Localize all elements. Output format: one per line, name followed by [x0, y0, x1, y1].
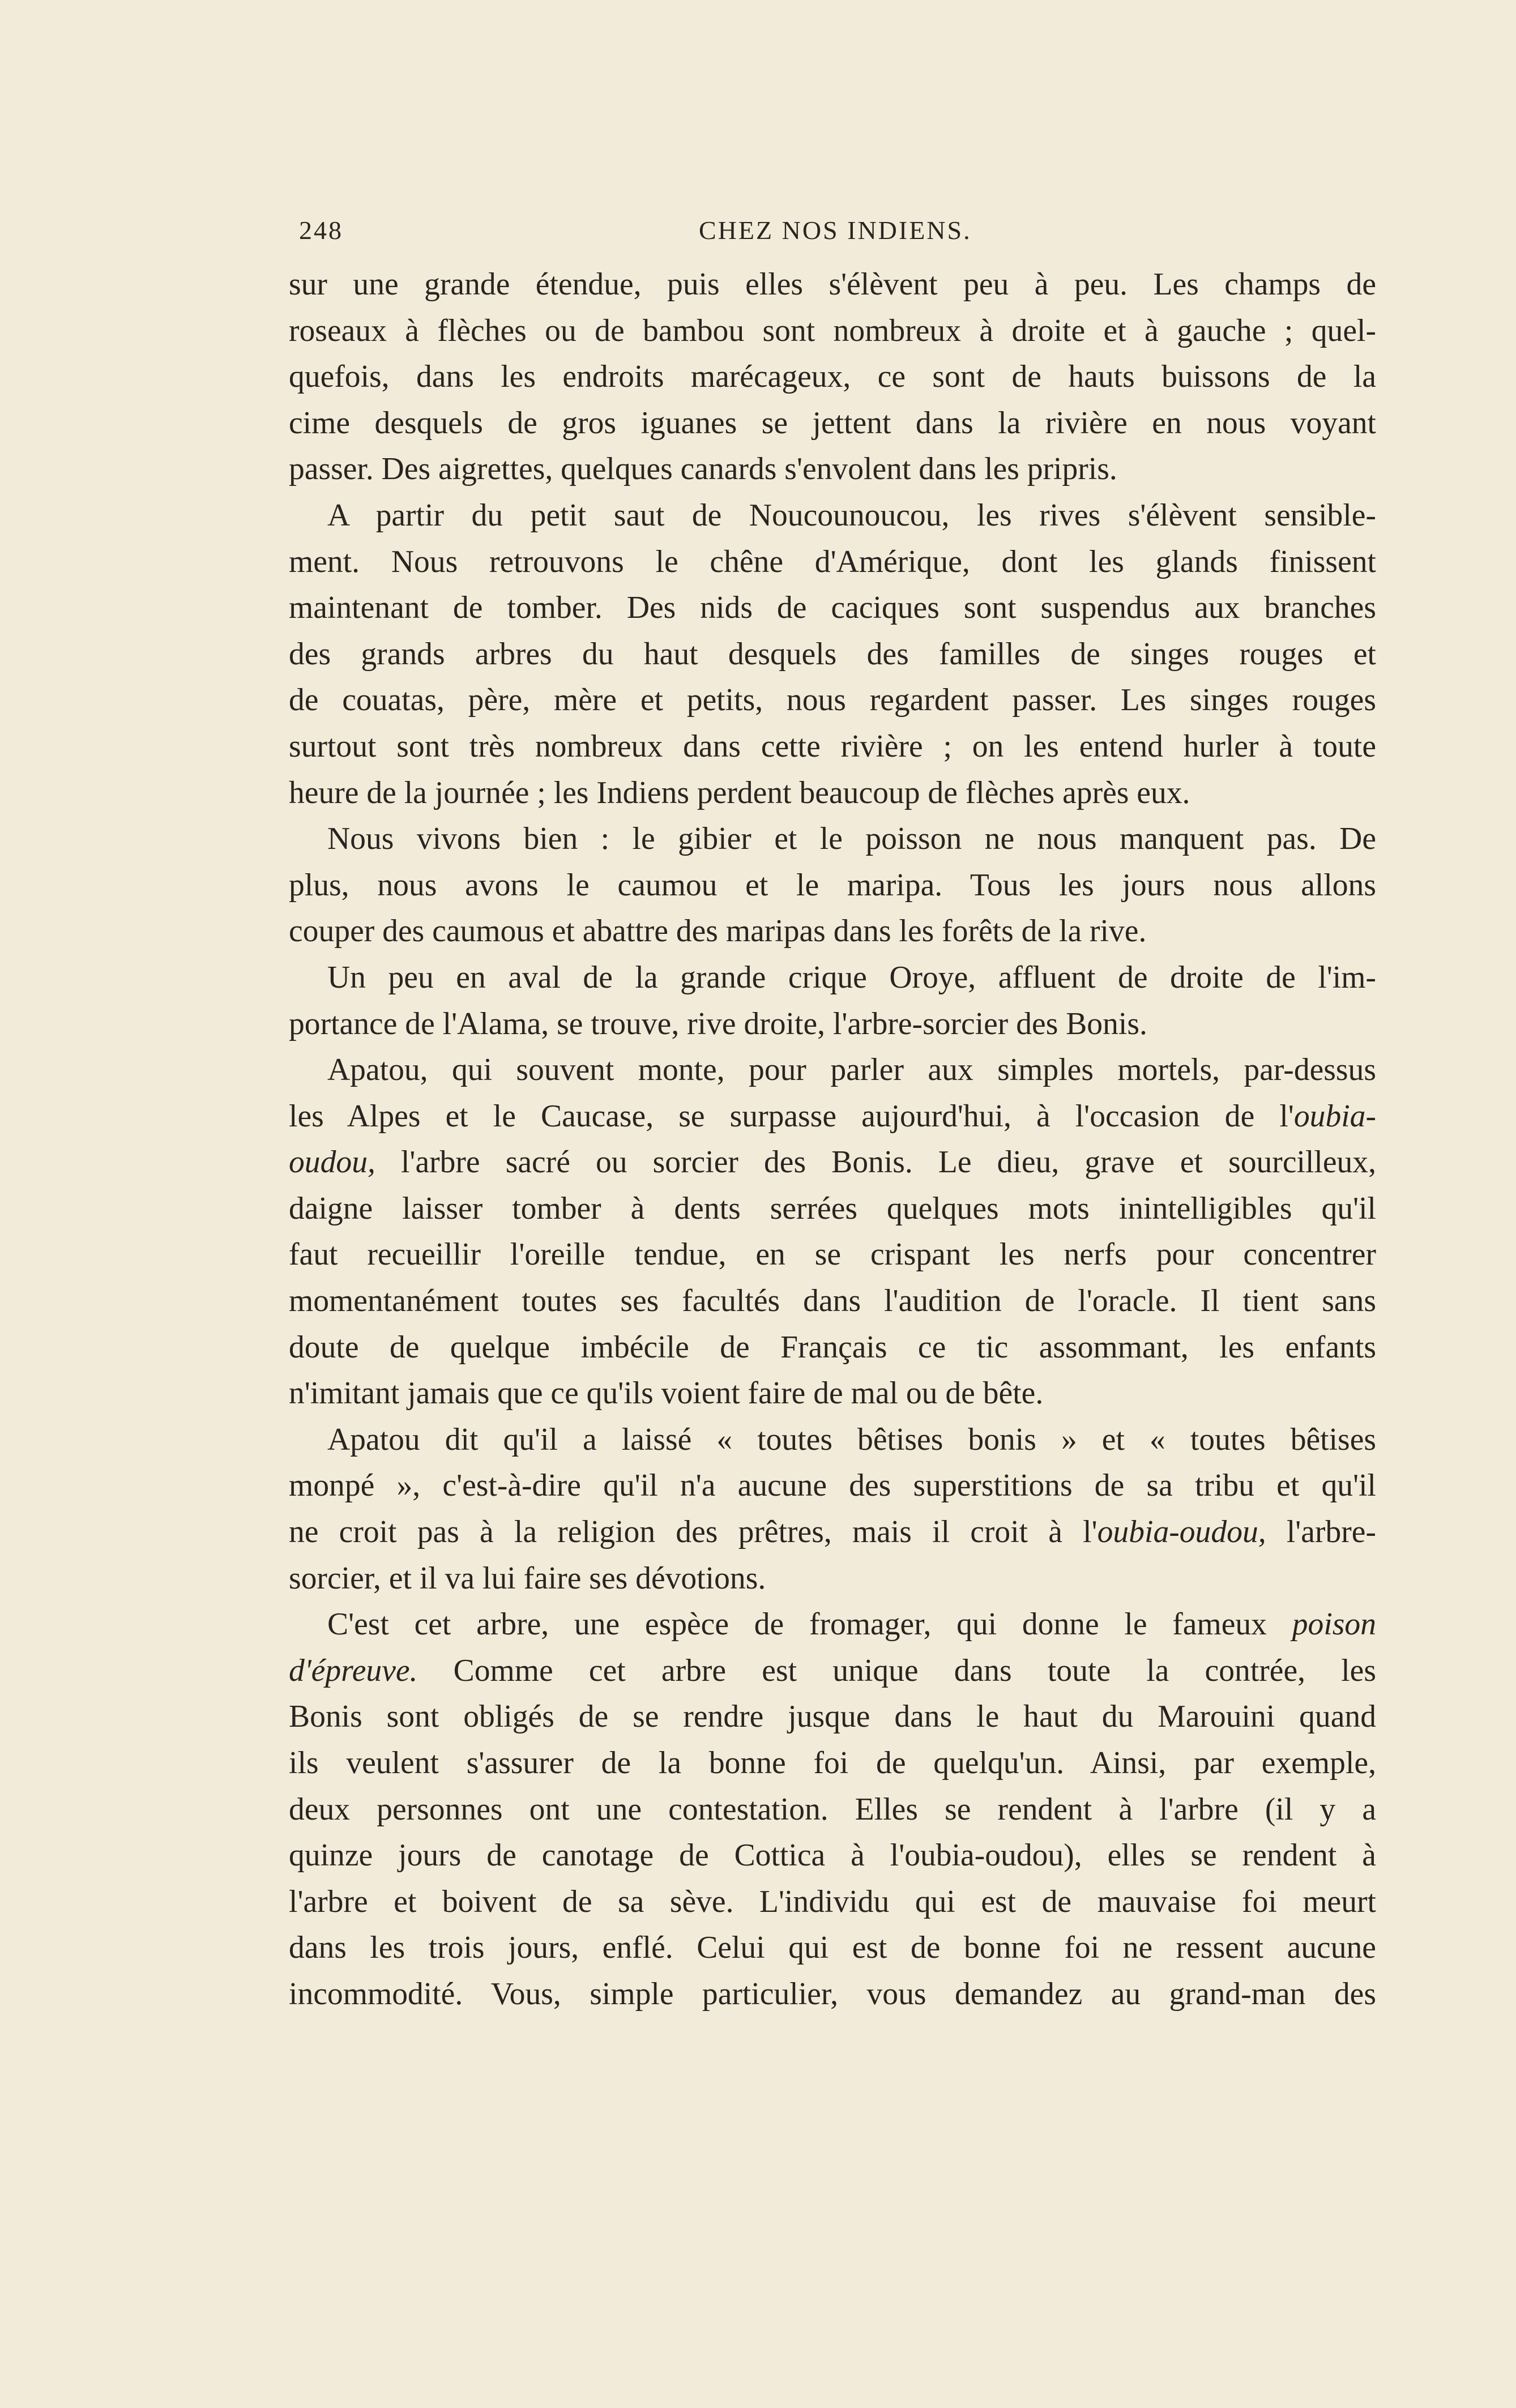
- text-line: [289, 262, 1376, 308]
- text-run: des grands arbres du haut desquels des familles de singes rouges et: [289, 636, 1376, 672]
- text-run: l'arbre et boivent de sa sève. L'individu qui est de mauvaise foi meurt: [289, 1884, 1376, 1919]
- text-line: [289, 1370, 1376, 1417]
- text-run: portance de l'Alama, se trouve, rive droite, l'arbre-sorcier des Bonis.: [289, 1006, 1147, 1041]
- text-run: surtout sont très nombreux dans cette rivière ; on les entend hurler à toute: [289, 728, 1376, 764]
- text-run: l'arbre sacré ou sorcier des Bonis. Le dieu, grave et sourcilleux,: [375, 1145, 1376, 1180]
- text-run: Un peu en aval de la grande crique Oroye, affluent de droite de l'im-: [327, 959, 1376, 995]
- text-run: Bonis sont obligés de se rendre jusque dans le haut du Marouini quand: [289, 1699, 1376, 1735]
- text-line: [289, 908, 1376, 955]
- text-run: couper des caumous et abattre des maripas dans les forêts de la rive.: [289, 913, 1147, 949]
- text-run: monpé », c'est-à-dire qu'il n'a aucune des superstitions de sa tribu et qu'il: [289, 1468, 1376, 1504]
- text-run: Comme cet arbre est unique dans toute la contrée, les: [417, 1653, 1376, 1688]
- text-run: l'arbre-: [1266, 1514, 1376, 1550]
- text-line: [289, 1325, 1376, 1371]
- page-number: 248: [299, 216, 343, 245]
- text-run: de couatas, père, mère et petits, nous regardent passer. Les singes rouges: [289, 682, 1376, 718]
- text-line: [289, 446, 1376, 493]
- text-run: plus, nous avons le caumou et le maripa. Tous les jours nous allons: [289, 867, 1376, 903]
- running-title: CHEZ NOS INDIENS.: [699, 216, 972, 245]
- text-line: [289, 1879, 1376, 1925]
- text-run: ils veulent s'assurer de la bonne foi de quelqu'un. Ainsi, par exemple,: [289, 1745, 1376, 1781]
- text-run: passer. Des aigrettes, quelques canards s'envolent dans les pripris.: [289, 451, 1117, 487]
- text-run: incommodité. Vous, simple particulier, vous demandez au grand-man des: [289, 1976, 1376, 2012]
- text-run: dans les trois jours, enflé. Celui qui est de bonne foi ne ressent aucune: [289, 1930, 1376, 1966]
- text-line: [289, 1556, 1376, 1602]
- text-line: [289, 1833, 1376, 1879]
- text-line: [289, 1417, 1376, 1463]
- text-run: deux personnes ont une contestation. Elles se rendent à l'arbre (il y a: [289, 1791, 1376, 1827]
- text-run: cime desquels de gros iguanes se jettent dans la rivière en nous voyant: [289, 405, 1376, 441]
- italic-term: poison: [1292, 1607, 1376, 1642]
- text-run: les Alpes et le Caucase, se surpasse aujourd'hui, à l'occasion de l': [289, 1098, 1294, 1134]
- text-run: n'imitant jamais que ce qu'ils voient faire de mal ou de bête.: [289, 1376, 1044, 1411]
- text-run: faut recueillir l'oreille tendue, en se crispant les nerfs pour concentrer: [289, 1237, 1376, 1273]
- italic-term: oubia-: [1293, 1098, 1376, 1134]
- text-line: [289, 1463, 1376, 1509]
- text-run: ne croit pas à la religion des prêtres, mais il croit à l': [289, 1514, 1098, 1550]
- text-line: [289, 1047, 1376, 1094]
- italic-term: d'épreuve.: [289, 1653, 418, 1688]
- body-text: [289, 262, 1376, 2018]
- text-line: [289, 1648, 1376, 1694]
- text-line: [289, 585, 1376, 631]
- text-run: quefois, dans les endroits marécageux, ce sont de hauts buissons de la: [289, 359, 1376, 395]
- text-line: [289, 1186, 1376, 1232]
- text-run: sur une grande étendue, puis elles s'élèvent peu à peu. Les champs de: [289, 267, 1376, 302]
- text-run: quinze jours de canotage de Cottica à l'oubia-oudou), elles se rendent à: [289, 1838, 1376, 1873]
- text-line: [289, 308, 1376, 355]
- text-run: doute de quelque imbécile de Français ce tic assommant, les enfants: [289, 1329, 1376, 1365]
- text-line: [289, 400, 1376, 447]
- text-line: [289, 955, 1376, 1001]
- text-line: [289, 677, 1376, 724]
- text-line: [289, 1787, 1376, 1833]
- page-header: [289, 215, 1376, 261]
- text-run: Apatou, qui souvent monte, pour parler aux simples mortels, par-dessus: [327, 1052, 1376, 1088]
- text-line: [289, 1094, 1376, 1140]
- text-line: [289, 863, 1376, 909]
- text-run: C'est cet arbre, une espèce de fromager, qui donne le fameux: [327, 1607, 1292, 1642]
- text-run: A partir du petit saut de Noucounoucou, les rives s'élèvent sensible-: [327, 497, 1376, 533]
- italic-term: oubia-oudou,: [1097, 1514, 1266, 1550]
- text-line: [289, 539, 1376, 586]
- text-line: [289, 770, 1376, 817]
- text-run: Apatou dit qu'il a laissé « toutes bêtises bonis » et « toutes bêtises: [327, 1421, 1376, 1457]
- text-line: [289, 1139, 1376, 1186]
- text-line: [289, 493, 1376, 539]
- text-line: [289, 354, 1376, 400]
- text-line: [289, 724, 1376, 770]
- text-run: sorcier, et il va lui faire ses dévotions.: [289, 1560, 766, 1596]
- text-run: Nous vivons bien : le gibier et le poisson ne nous manquent pas. De: [327, 821, 1376, 857]
- text-run: daigne laisser tomber à dents serrées quelques mots inintelligibles qu'il: [289, 1190, 1376, 1226]
- text-line: [289, 1971, 1376, 2018]
- text-line: [289, 1602, 1376, 1648]
- text-line: [289, 1925, 1376, 1971]
- text-line: [289, 1740, 1376, 1787]
- text-line: [289, 631, 1376, 678]
- text-run: roseaux à flèches ou de bambou sont nombreux à droite et à gauche ; quel-: [289, 313, 1376, 348]
- text-line: [289, 1694, 1376, 1740]
- text-run: maintenant de tomber. Des nids de caciques sont suspendus aux branches: [289, 590, 1376, 626]
- text-line: [289, 1232, 1376, 1278]
- text-run: momentanément toutes ses facultés dans l'audition de l'oracle. Il tient sans: [289, 1283, 1376, 1319]
- text-line: [289, 1278, 1376, 1325]
- text-run: heure de la journée ; les Indiens perdent beaucoup de flèches après eux.: [289, 775, 1190, 810]
- italic-term: oudou,: [289, 1145, 375, 1180]
- text-line: [289, 1001, 1376, 1048]
- text-line: [289, 1509, 1376, 1556]
- text-line: [289, 816, 1376, 863]
- text-run: ment. Nous retrouvons le chêne d'Amérique, dont les glands finissent: [289, 544, 1376, 579]
